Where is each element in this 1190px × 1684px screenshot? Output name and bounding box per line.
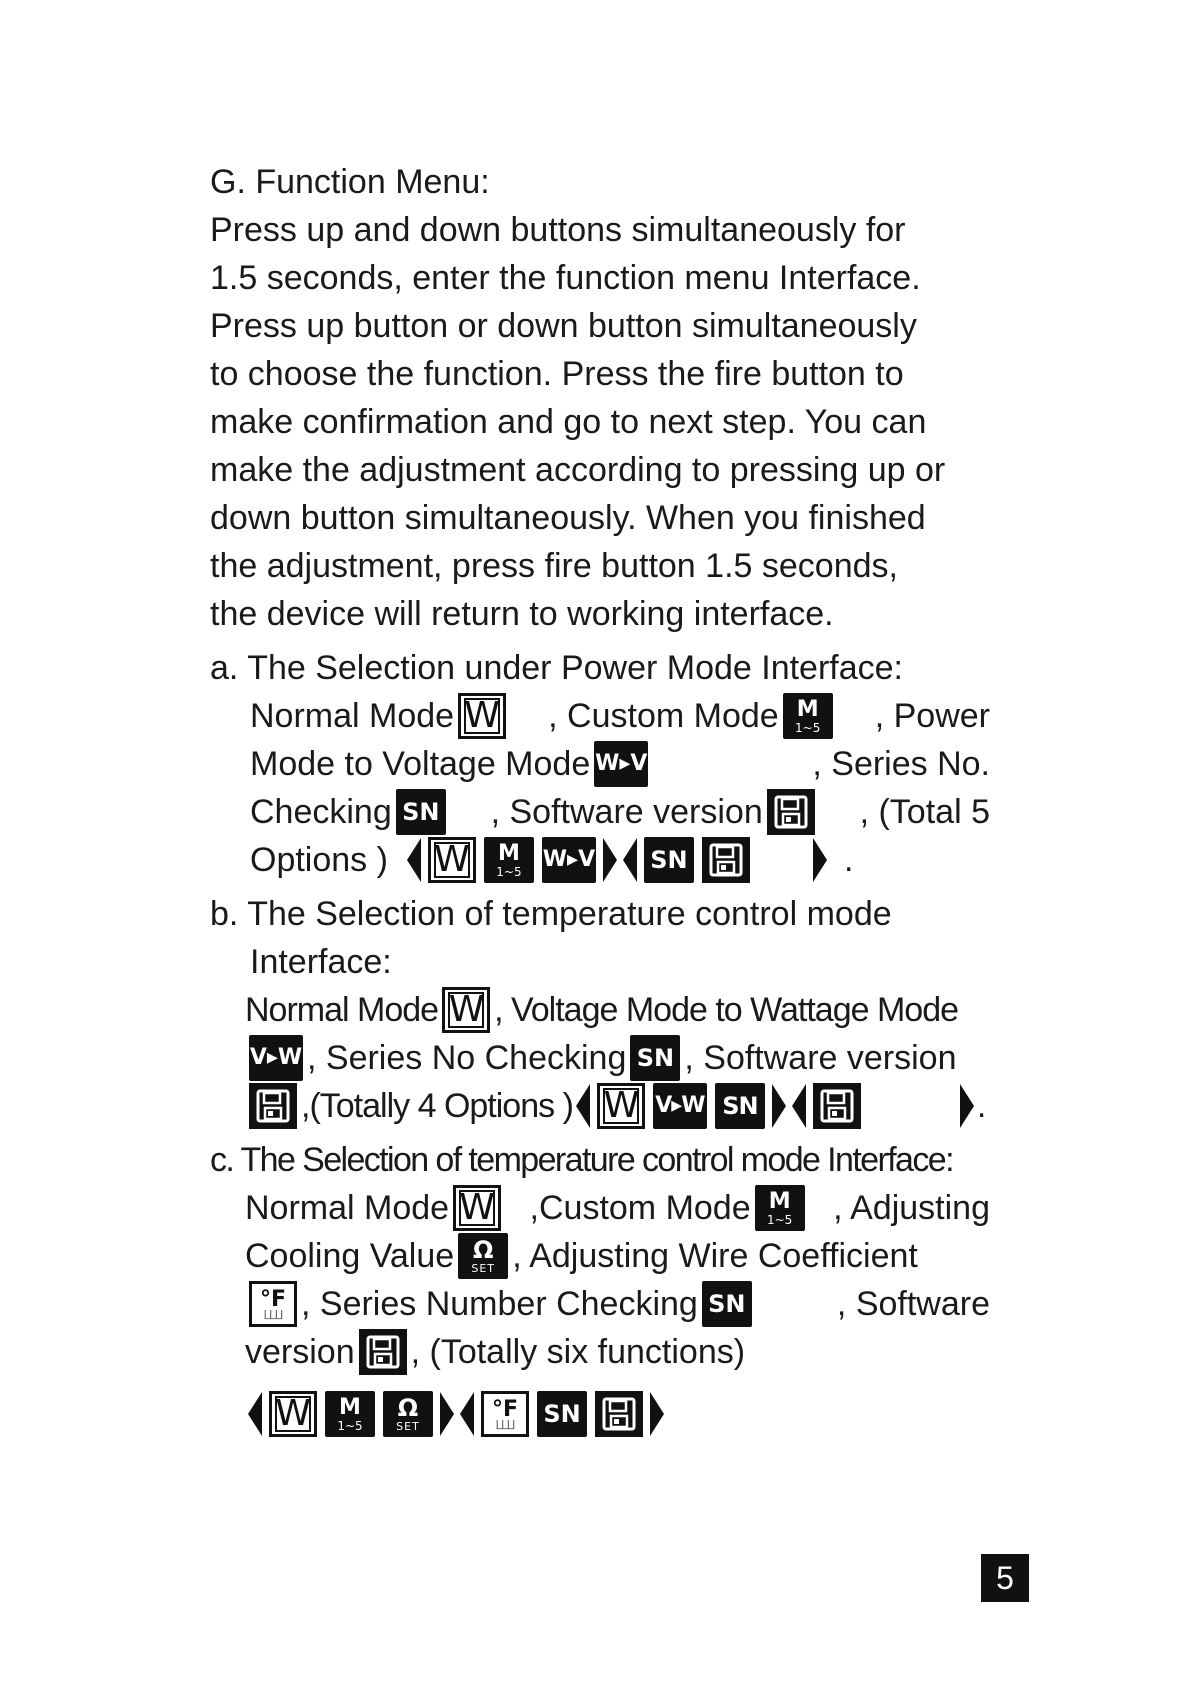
- cooling-value-icon: Ω SET: [383, 1391, 433, 1437]
- custom-mode-icon: M 1~5: [783, 693, 833, 739]
- section-b-heading: b. The Selection of temperature control mode: [210, 895, 892, 933]
- section-b-line-3: ,(Totally 4 Options ) W V▸W SN .: [210, 1082, 990, 1130]
- left-bracket-icon: [407, 838, 421, 882]
- intro-line: make confirmation and go to next step. You can: [210, 403, 927, 441]
- section-c-line-4: version , (Totally six functions): [210, 1328, 990, 1376]
- custom-mode-icon: M 1~5: [484, 837, 534, 883]
- right-bracket-icon: [960, 1084, 974, 1128]
- section-a-line-3: Checking SN , Software version , (Total 5: [210, 788, 990, 836]
- section-a-line-1: Normal Mode W , Custom Mode M 1~5 , Power: [210, 692, 990, 740]
- page-content: [210, 158, 990, 1438]
- left-bracket-icon: [792, 1084, 806, 1128]
- intro-line: Press up button or down button simultaneously: [210, 307, 917, 345]
- right-bracket-icon: [603, 838, 617, 882]
- intro-line: make the adjustment according to pressing up or: [210, 451, 946, 489]
- series-number-icon: SN: [715, 1083, 765, 1129]
- left-bracket-icon: [576, 1084, 590, 1128]
- intro-line: Press up and down buttons simultaneously for: [210, 211, 906, 249]
- section-c-line-2: Cooling Value Ω SET , Adjusting Wire Coefficient: [210, 1232, 990, 1280]
- wire-coefficient-icon: °F |_|_|_|: [249, 1281, 297, 1327]
- page-number: 5: [981, 1554, 1029, 1602]
- normal-mode-icon: W: [269, 1391, 317, 1437]
- right-bracket-icon: [650, 1392, 664, 1436]
- wire-coefficient-icon: °F |_|_|_|: [481, 1391, 529, 1437]
- right-bracket-icon: [440, 1392, 454, 1436]
- intro-line: down button simultaneously. When you finished: [210, 499, 926, 537]
- voltage-to-wattage-icon: V▸W: [653, 1083, 707, 1129]
- series-number-icon: SN: [537, 1391, 587, 1437]
- section-a-heading: a. The Selection under Power Mode Interface:: [210, 649, 903, 687]
- intro-line: the device will return to working interface.: [210, 595, 834, 633]
- power-to-voltage-icon: W▸V: [594, 741, 648, 787]
- section-c-line-3: °F |_|_|_| , Series Number Checking SN , Software: [210, 1280, 990, 1328]
- software-version-icon: [767, 789, 815, 835]
- intro-line: to choose the function. Press the fire button to: [210, 355, 904, 393]
- series-number-icon: SN: [644, 837, 694, 883]
- software-version-icon: [249, 1083, 297, 1129]
- section-a-line-2: Mode to Voltage Mode W▸V , Series No.: [210, 740, 990, 788]
- series-number-icon: SN: [630, 1035, 680, 1081]
- custom-mode-icon: M 1~5: [325, 1391, 375, 1437]
- normal-mode-icon: W: [597, 1083, 645, 1129]
- section-b-heading-2: Interface:: [250, 943, 392, 981]
- software-version-icon: [359, 1329, 407, 1375]
- software-version-icon: [702, 837, 750, 883]
- section-title: G. Function Menu:: [210, 163, 490, 201]
- right-bracket-icon: [813, 838, 827, 882]
- normal-mode-icon: W: [453, 1185, 501, 1231]
- intro-line: the adjustment, press fire button 1.5 seconds,: [210, 547, 898, 585]
- normal-mode-icon: W: [442, 987, 490, 1033]
- cooling-value-icon: Ω SET: [458, 1233, 508, 1279]
- software-version-icon: [813, 1083, 861, 1129]
- section-b-line-1: Normal Mode W , Voltage Mode to Wattage Mode: [210, 986, 990, 1034]
- series-number-icon: SN: [702, 1281, 752, 1327]
- right-bracket-icon: [772, 1084, 786, 1128]
- section-c-heading: c. The Selection of temperature control mode Interface:: [210, 1141, 953, 1179]
- custom-mode-icon: M 1~5: [755, 1185, 805, 1231]
- section-c-line-1: Normal Mode W ,Custom Mode M 1~5 , Adjusting: [210, 1184, 990, 1232]
- left-bracket-icon: [460, 1392, 474, 1436]
- voltage-to-wattage-icon: V▸W: [249, 1035, 303, 1081]
- normal-mode-icon: W: [458, 693, 506, 739]
- normal-mode-icon: W: [428, 837, 476, 883]
- power-to-voltage-icon: W▸V: [542, 837, 596, 883]
- section-c-icon-row: [210, 1390, 990, 1438]
- intro-line: 1.5 seconds, enter the function menu Interface.: [210, 259, 921, 297]
- series-number-icon: SN: [396, 789, 446, 835]
- section-a-line-4: Options ) W M 1~5 W▸V SN .: [210, 836, 990, 884]
- left-bracket-icon: [248, 1392, 262, 1436]
- software-version-icon: [595, 1391, 643, 1437]
- left-bracket-icon: [623, 838, 637, 882]
- section-b-line-2: V▸W , Series No Checking SN , Software version: [210, 1034, 990, 1082]
